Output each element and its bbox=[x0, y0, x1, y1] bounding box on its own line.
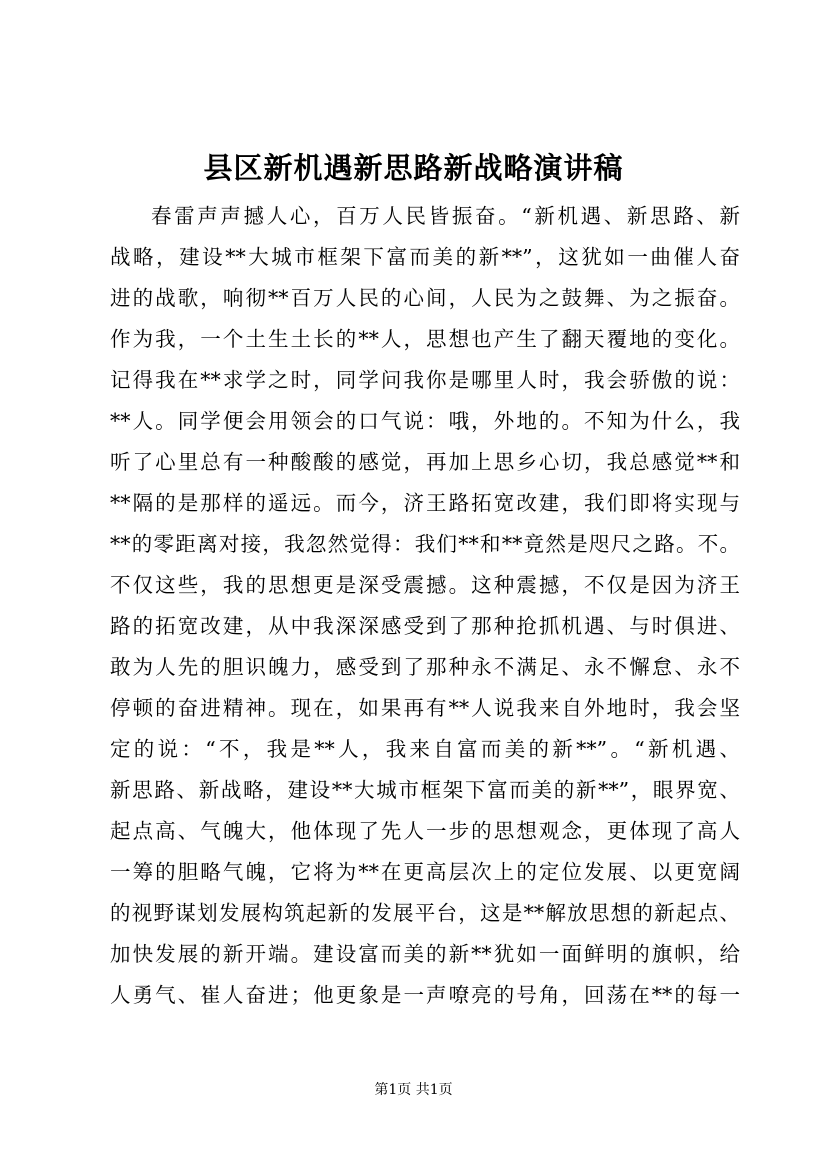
document-title: 县区新机遇新思路新战略演讲稿 bbox=[203, 151, 624, 185]
body-line: 春雷声声撼人心，百万人民皆振奋。“新机遇、新思路、新 bbox=[151, 204, 740, 228]
body-line: 起点高、气魄大，他体现了先人一步的思想观念，更体现了高人 bbox=[110, 819, 740, 843]
body-line: 记得我在**求学之时，同学问我你是哪里人时，我会骄傲的说： bbox=[110, 368, 740, 392]
page-footer: 第1页 共1页 bbox=[374, 1082, 453, 1098]
body-line: 敢为人先的胆识魄力，感受到了那种永不满足、永不懈怠、永不 bbox=[110, 655, 740, 679]
body-line: 加快发展的新开端。建设富而美的新**犹如一面鲜明的旗帜，给 bbox=[110, 942, 740, 966]
body-line: 人勇气、崔人奋进；他更象是一声嘹亮的号角，回荡在**的每一 bbox=[110, 983, 740, 1007]
body-line: **隔的是那样的遥远。而今，济王路拓宽改建，我们即将实现与 bbox=[110, 491, 740, 515]
body-line: 新思路、新战略，建设**大城市框架下富而美的新**”，眼界宽、 bbox=[110, 778, 740, 802]
body-line: 听了心里总有一种酸酸的感觉，再加上思乡心切，我总感觉**和 bbox=[110, 450, 740, 474]
body-line: 进的战歌，响彻**百万人民的心间，人民为之鼓舞、为之振奋。 bbox=[110, 286, 740, 310]
body-line: 不仅这些，我的思想更是深受震撼。这种震撼，不仅是因为济王 bbox=[110, 573, 740, 597]
body-line: 路的拓宽改建，从中我深深感受到了那种抢抓机遇、与时俱进、 bbox=[110, 614, 740, 638]
body-line: **人。同学便会用领会的口气说：哦，外地的。不知为什么，我 bbox=[110, 409, 740, 433]
body-line: 停顿的奋进精神。现在，如果再有**人说我来自外地时，我会坚 bbox=[110, 696, 740, 720]
body-line: 定的说：“不，我是**人，我来自富而美的新**”。“新机遇、 bbox=[110, 737, 740, 761]
body-line: 战略，建设**大城市框架下富而美的新**”，这犹如一曲催人奋 bbox=[110, 245, 740, 269]
body-line: **的零距离对接，我忽然觉得：我们**和**竟然是咫尺之路。不。 bbox=[110, 532, 740, 556]
body-line: 的视野谋划发展构筑起新的发展平台，这是**解放思想的新起点、 bbox=[110, 901, 740, 925]
body-line: 作为我，一个土生土长的**人，思想也产生了翻天覆地的变化。 bbox=[110, 327, 740, 351]
document-body bbox=[110, 196, 740, 1016]
body-line: 一筹的胆略气魄，它将为**在更高层次上的定位发展、以更宽阔 bbox=[110, 860, 740, 884]
